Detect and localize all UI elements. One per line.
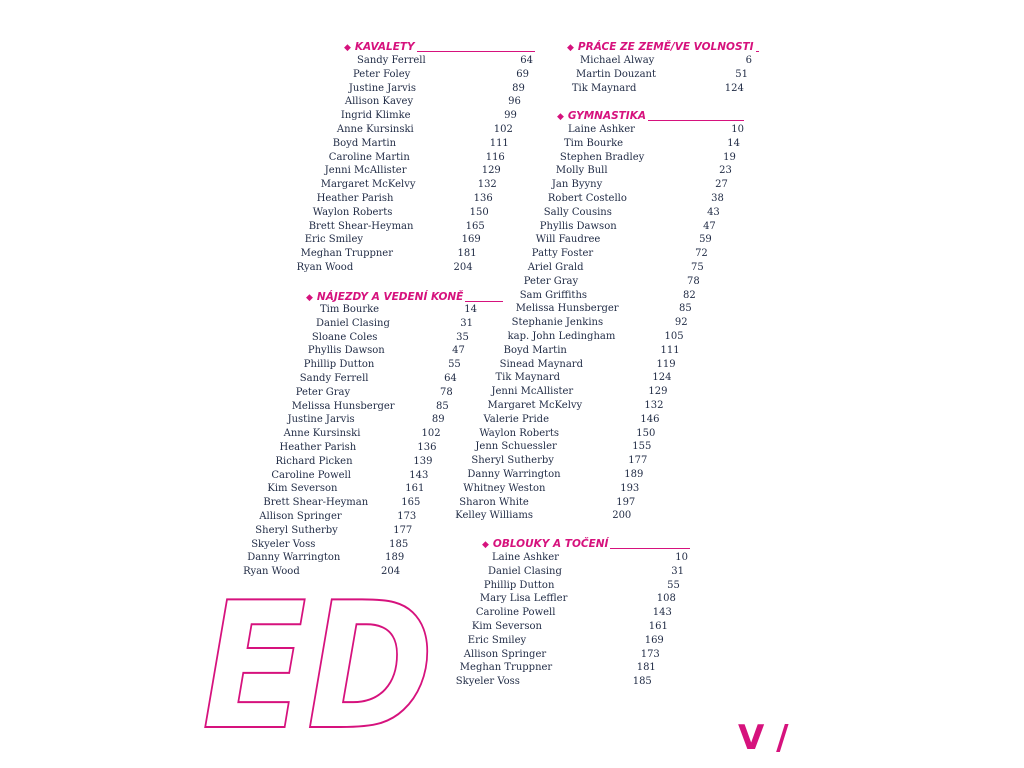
entry-name: Ingrid Klimke bbox=[340, 110, 411, 122]
entry-page-number: 102 bbox=[421, 428, 441, 440]
entry-page-number: 129 bbox=[481, 165, 501, 177]
diamond-bullet-icon: ◆ bbox=[567, 43, 574, 53]
entry-name: Caroline Martin bbox=[328, 151, 410, 163]
entry-page-number: 197 bbox=[616, 496, 636, 508]
entry-name: Peter Foley bbox=[353, 68, 411, 80]
entry-page-number: 14 bbox=[464, 304, 477, 315]
entry-page-number: 92 bbox=[674, 317, 688, 329]
entry-name: Daniel Clasing bbox=[316, 317, 390, 329]
entry-name: Allison Kavey bbox=[344, 96, 414, 108]
entry-name: Boyd Martin bbox=[332, 137, 397, 149]
entry-name: Molly Bull bbox=[555, 165, 608, 177]
entry-page-number: 27 bbox=[715, 179, 728, 191]
entry-page-number: 89 bbox=[431, 414, 445, 426]
entry-page-number: 111 bbox=[660, 344, 680, 356]
entry-page-number: 124 bbox=[724, 82, 744, 94]
entry-page-number: 111 bbox=[489, 137, 509, 149]
entry-name: Melissa Hunsberger bbox=[515, 303, 619, 315]
entry-name: Waylon Roberts bbox=[312, 206, 393, 218]
entry-name: Sheryl Sutherby bbox=[471, 455, 554, 467]
entry-page-number: 75 bbox=[690, 262, 704, 273]
section-heading bbox=[567, 41, 754, 54]
entry-page-number: 129 bbox=[648, 386, 668, 398]
entry-name: Anne Kursinski bbox=[336, 124, 414, 135]
entry-name: Boyd Martin bbox=[503, 344, 567, 356]
entry-page-number: 161 bbox=[405, 483, 425, 495]
entry-name: Heather Parish bbox=[316, 193, 394, 204]
entry-page-number: 193 bbox=[620, 482, 640, 494]
entry-page-number: 55 bbox=[448, 359, 461, 371]
entry-page-number: 35 bbox=[456, 331, 469, 343]
entry-name: Phillip Dutton bbox=[483, 579, 555, 591]
entry-name: Brett Shear-Heyman bbox=[308, 220, 414, 232]
entry-page-number: 78 bbox=[439, 386, 453, 398]
entry-page-number: 132 bbox=[477, 179, 497, 191]
entry-name: Phyllis Dawson bbox=[307, 345, 385, 357]
entry-name: Tim Bourke bbox=[320, 304, 380, 315]
entry-page-number: 169 bbox=[461, 234, 481, 246]
entry-name: Anne Kursinski bbox=[283, 428, 361, 440]
entry-name: Patty Foster bbox=[531, 248, 594, 260]
entry-name: Stephanie Jenkins bbox=[511, 317, 604, 329]
heading-rule bbox=[756, 51, 759, 52]
entry-name: Valerie Pride bbox=[483, 413, 549, 425]
entry-name: Tim Bourke bbox=[564, 137, 624, 149]
entry-name: Jan Byyny bbox=[551, 179, 603, 191]
entry-name: Kim Severson bbox=[471, 621, 542, 632]
entry-name: Stephen Bradley bbox=[559, 151, 645, 163]
entry-page-number: 181 bbox=[636, 662, 656, 674]
entry-name: Eric Smiley bbox=[467, 634, 527, 646]
entry-page-number: 82 bbox=[682, 289, 696, 301]
publisher-logo: V / bbox=[738, 718, 789, 758]
entry-name: Sheryl Sutherby bbox=[255, 524, 338, 536]
entry-name: Laine Ashker bbox=[568, 124, 635, 135]
section-heading bbox=[306, 291, 463, 304]
entry-page-number: 143 bbox=[652, 607, 672, 619]
entry-name: Caroline Powell bbox=[475, 607, 556, 619]
entry-name: Peter Gray bbox=[523, 275, 579, 287]
entry-name: Peter Gray bbox=[295, 386, 351, 398]
entry-name: Phillip Dutton bbox=[303, 359, 375, 371]
section-title: PRÁCE ZE ZEMĚ/VE VOLNOSTI bbox=[577, 41, 754, 53]
entry-name: Martin Douzant bbox=[576, 68, 656, 80]
entry-name: Robert Costello bbox=[547, 193, 627, 204]
entry-page-number: 150 bbox=[636, 427, 656, 439]
entry-page-number: 55 bbox=[667, 579, 680, 591]
entry-page-number: 177 bbox=[393, 524, 413, 536]
entry-name: Waylon Roberts bbox=[479, 427, 560, 439]
decorative-outline-text: ED bbox=[202, 585, 434, 735]
entry-name: kap. John Ledingham bbox=[507, 331, 616, 342]
entry-page-number: 108 bbox=[656, 593, 676, 605]
entry-name: Skyeler Voss bbox=[251, 538, 316, 550]
entry-page-number: 116 bbox=[485, 151, 505, 163]
entry-page-number: 31 bbox=[460, 317, 473, 329]
entry-name: Will Faudree bbox=[535, 234, 601, 246]
entry-name: Sharon White bbox=[459, 496, 529, 508]
entry-name: Whitney Weston bbox=[463, 482, 546, 494]
entry-page-number: 72 bbox=[695, 248, 708, 260]
entry-name: Margaret McKelvy bbox=[487, 400, 583, 411]
entry-page-number: 102 bbox=[493, 124, 513, 135]
entry-page-number: 43 bbox=[707, 206, 720, 218]
entry-name: Justine Jarvis bbox=[287, 414, 355, 426]
entry-page-number: 85 bbox=[435, 400, 449, 412]
section-heading bbox=[482, 538, 608, 551]
entry-page-number: 146 bbox=[640, 413, 660, 425]
entry-page-number: 165 bbox=[401, 497, 421, 509]
entry-page-number: 204 bbox=[381, 566, 401, 578]
heading-rule bbox=[417, 51, 535, 52]
entry-page-number: 119 bbox=[656, 358, 676, 370]
section-heading bbox=[344, 41, 415, 54]
entry-page-number: 69 bbox=[516, 68, 529, 80]
entry-page-number: 64 bbox=[444, 373, 457, 384]
entry-name: Heather Parish bbox=[279, 442, 357, 453]
entry-page-number: 14 bbox=[727, 137, 740, 149]
entry-name: Jenni McAllister bbox=[324, 165, 407, 177]
entry-page-number: 19 bbox=[723, 151, 736, 163]
entry-name: Skyeler Voss bbox=[455, 676, 520, 688]
entry-name: Brett Shear-Heyman bbox=[263, 497, 369, 509]
entry-page-number: 124 bbox=[652, 372, 672, 384]
entry-page-number: 165 bbox=[465, 220, 485, 232]
entry-page-number: 47 bbox=[703, 220, 716, 232]
entry-page-number: 99 bbox=[504, 110, 517, 122]
entry-name: Eric Smiley bbox=[304, 234, 364, 246]
entry-name: Sam Griffiths bbox=[519, 289, 588, 301]
entry-page-number: 23 bbox=[719, 165, 732, 177]
decorative-outline-letters bbox=[200, 585, 440, 735]
entry-name: Meghan Truppner bbox=[300, 248, 394, 260]
section-title: KAVALETY bbox=[354, 41, 415, 53]
entry-page-number: 31 bbox=[671, 565, 684, 577]
heading-rule bbox=[648, 120, 744, 121]
entry-page-number: 132 bbox=[644, 400, 664, 411]
entry-name: Ryan Wood bbox=[296, 262, 354, 273]
entry-page-number: 51 bbox=[735, 68, 748, 80]
entry-page-number: 185 bbox=[389, 538, 409, 550]
entry-name: Allison Springer bbox=[259, 511, 342, 522]
entry-name: Ryan Wood bbox=[243, 566, 300, 578]
entry-page-number: 204 bbox=[453, 262, 473, 273]
entry-name: Meghan Truppner bbox=[459, 662, 553, 674]
entry-name: Tik Maynard bbox=[495, 372, 561, 384]
entry-name: Michael Alway bbox=[580, 55, 655, 66]
heading-rule bbox=[465, 301, 503, 302]
entry-page-number: 155 bbox=[632, 441, 652, 453]
entry-page-number: 89 bbox=[512, 82, 525, 94]
entry-page-number: 173 bbox=[640, 648, 660, 660]
entry-page-number: 185 bbox=[632, 676, 652, 688]
entry-name: Danny Warrington bbox=[247, 552, 341, 564]
entry-page-number: 169 bbox=[644, 634, 664, 646]
entry-page-number: 189 bbox=[624, 469, 644, 480]
entry-name: Sally Cousins bbox=[543, 206, 612, 218]
section-heading bbox=[557, 110, 646, 123]
diamond-bullet-icon: ◆ bbox=[557, 112, 564, 122]
entry-page-number: 64 bbox=[520, 55, 533, 66]
section-title: OBLOUKY A TOČENÍ bbox=[492, 538, 609, 550]
entry-name: Allison Springer bbox=[463, 648, 547, 660]
entry-name: Richard Picken bbox=[275, 455, 353, 467]
entry-page-number: 177 bbox=[628, 455, 648, 467]
entry-name: Phyllis Dawson bbox=[539, 220, 617, 232]
entry-name: Ariel Grald bbox=[527, 262, 584, 273]
entry-page-number: 189 bbox=[385, 552, 405, 564]
entry-page-number: 143 bbox=[409, 469, 429, 481]
entry-name: Jenn Schuessler bbox=[475, 441, 557, 453]
entry-page-number: 47 bbox=[452, 345, 465, 357]
entry-name: Laine Ashker bbox=[492, 552, 559, 563]
entry-page-number: 59 bbox=[699, 234, 712, 246]
diamond-bullet-icon: ◆ bbox=[306, 293, 313, 303]
entry-page-number: 139 bbox=[413, 455, 433, 467]
entry-name: Melissa Hunsberger bbox=[291, 400, 395, 412]
entry-page-number: 85 bbox=[678, 303, 692, 315]
entry-name: Daniel Clasing bbox=[488, 565, 562, 577]
diamond-bullet-icon: ◆ bbox=[344, 43, 351, 53]
entry-name: Tik Maynard bbox=[571, 82, 637, 94]
entry-page-number: 181 bbox=[457, 248, 477, 260]
entry-name: Sandy Ferrell bbox=[357, 55, 426, 66]
entry-page-number: 38 bbox=[711, 193, 724, 204]
entry-name: Sandy Ferrell bbox=[299, 373, 369, 384]
section-title: GYMNASTIKA bbox=[567, 110, 646, 122]
entry-page-number: 78 bbox=[686, 275, 700, 287]
entry-page-number: 6 bbox=[745, 55, 752, 66]
entry-name: Mary Lisa Leffler bbox=[479, 593, 568, 605]
entry-page-number: 10 bbox=[675, 552, 688, 563]
entry-page-number: 200 bbox=[612, 510, 632, 522]
entry-page-number: 105 bbox=[664, 331, 684, 342]
entry-page-number: 161 bbox=[648, 621, 668, 632]
heading-rule bbox=[610, 548, 690, 549]
entry-page-number: 150 bbox=[469, 206, 489, 218]
entry-name: Margaret McKelvy bbox=[320, 179, 416, 191]
entry-name: Kim Severson bbox=[267, 483, 338, 495]
entry-name: Sloane Coles bbox=[311, 331, 378, 343]
entry-page-number: 10 bbox=[731, 124, 744, 135]
entry-name: Jenni McAllister bbox=[491, 386, 574, 398]
section-title: NÁJEZDY A VEDENÍ KONĚ bbox=[316, 291, 464, 303]
diamond-bullet-icon: ◆ bbox=[482, 540, 489, 550]
entry-name: Justine Jarvis bbox=[348, 82, 416, 94]
entry-page-number: 173 bbox=[397, 511, 417, 522]
entry-name: Danny Warrington bbox=[467, 469, 561, 480]
entry-page-number: 136 bbox=[473, 193, 493, 204]
entry-name: Kelley Williams bbox=[455, 510, 534, 522]
entry-name: Sinead Maynard bbox=[499, 358, 583, 370]
entry-page-number: 96 bbox=[508, 96, 521, 108]
entry-name: Caroline Powell bbox=[271, 469, 351, 481]
entry-page-number: 136 bbox=[417, 442, 437, 453]
